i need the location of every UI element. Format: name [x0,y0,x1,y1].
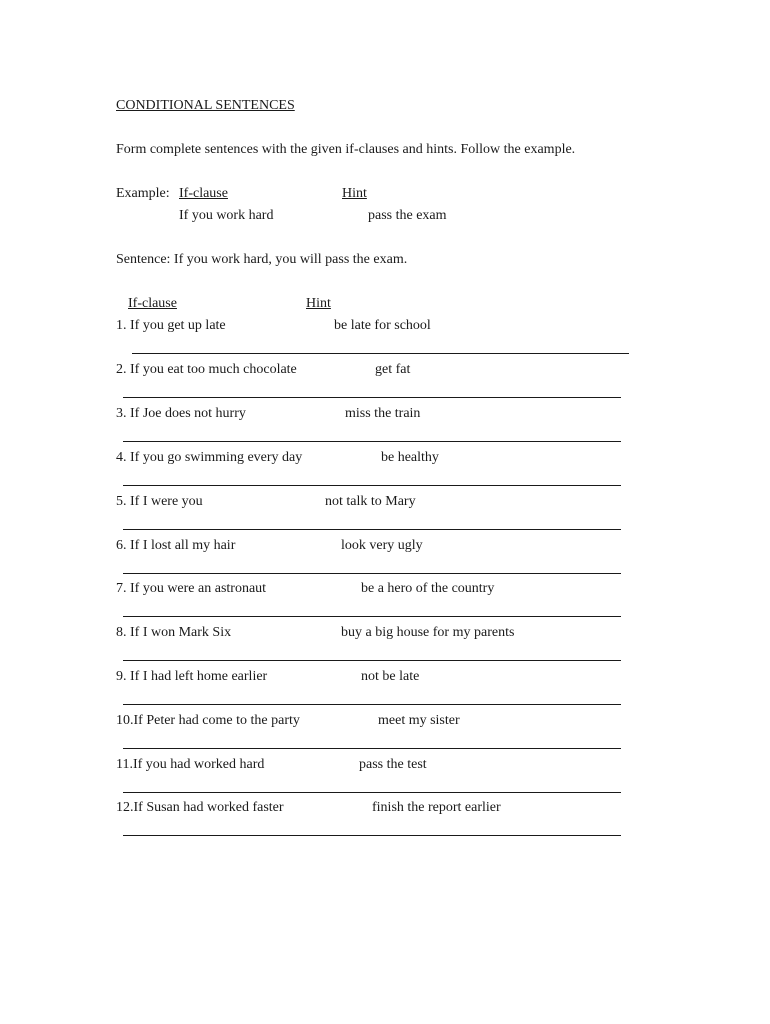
answer-line[interactable] [123,835,621,836]
answer-line[interactable] [123,792,621,793]
example-hint: pass the exam [368,208,447,223]
item-hint: miss the train [345,406,421,421]
instructions: Form complete sentences with the given if-clauses and hints. Follow the example. [116,142,576,157]
hint-header: Hint [306,296,331,311]
answer-line[interactable] [123,748,621,749]
example-sentence: Sentence: If you work hard, you will pass the exam. [116,252,408,267]
answer-line[interactable] [123,485,621,486]
if-clause-header: If-clause [128,296,177,311]
page-title: CONDITIONAL SENTENCES [116,98,295,113]
item-clause: 5. If I were you [116,494,203,509]
item-clause: 3. If Joe does not hurry [116,406,246,421]
example-if-clause: If you work hard [179,208,274,223]
item-clause: 2. If you eat too much chocolate [116,362,297,377]
item-clause: 7. If you were an astronaut [116,581,267,596]
answer-line[interactable] [123,441,621,442]
item-clause: 9. If I had left home earlier [116,669,268,684]
item-clause: 8. If I won Mark Six [116,625,232,640]
example-label: Example: [116,186,170,201]
answer-line[interactable] [132,353,629,354]
answer-line[interactable] [123,573,621,574]
item-hint: be late for school [334,318,431,333]
item-hint: meet my sister [378,713,460,728]
answer-line[interactable] [123,529,621,530]
item-clause: 4. If you go swimming every day [116,450,303,465]
answer-line[interactable] [123,397,621,398]
item-hint: buy a big house for my parents [341,625,515,640]
item-clause: 1. If you get up late [116,318,226,333]
item-clause: 6. If I lost all my hair [116,538,236,553]
item-hint: be healthy [381,450,439,465]
item-hint: look very ugly [341,538,423,553]
item-clause: 10.If Peter had come to the party [116,713,300,728]
item-hint: pass the test [359,757,427,772]
answer-line[interactable] [123,704,621,705]
item-hint: not talk to Mary [325,494,416,509]
item-clause: 12.If Susan had worked faster [116,800,284,815]
item-hint: not be late [361,669,420,684]
item-hint: get fat [375,362,411,377]
example-if-clause-header: If-clause [179,186,228,201]
item-clause: 11.If you had worked hard [116,757,265,772]
item-hint: finish the report earlier [372,800,501,815]
item-hint: be a hero of the country [361,581,495,596]
answer-line[interactable] [123,660,621,661]
answer-line[interactable] [123,616,621,617]
example-hint-header: Hint [342,186,367,201]
